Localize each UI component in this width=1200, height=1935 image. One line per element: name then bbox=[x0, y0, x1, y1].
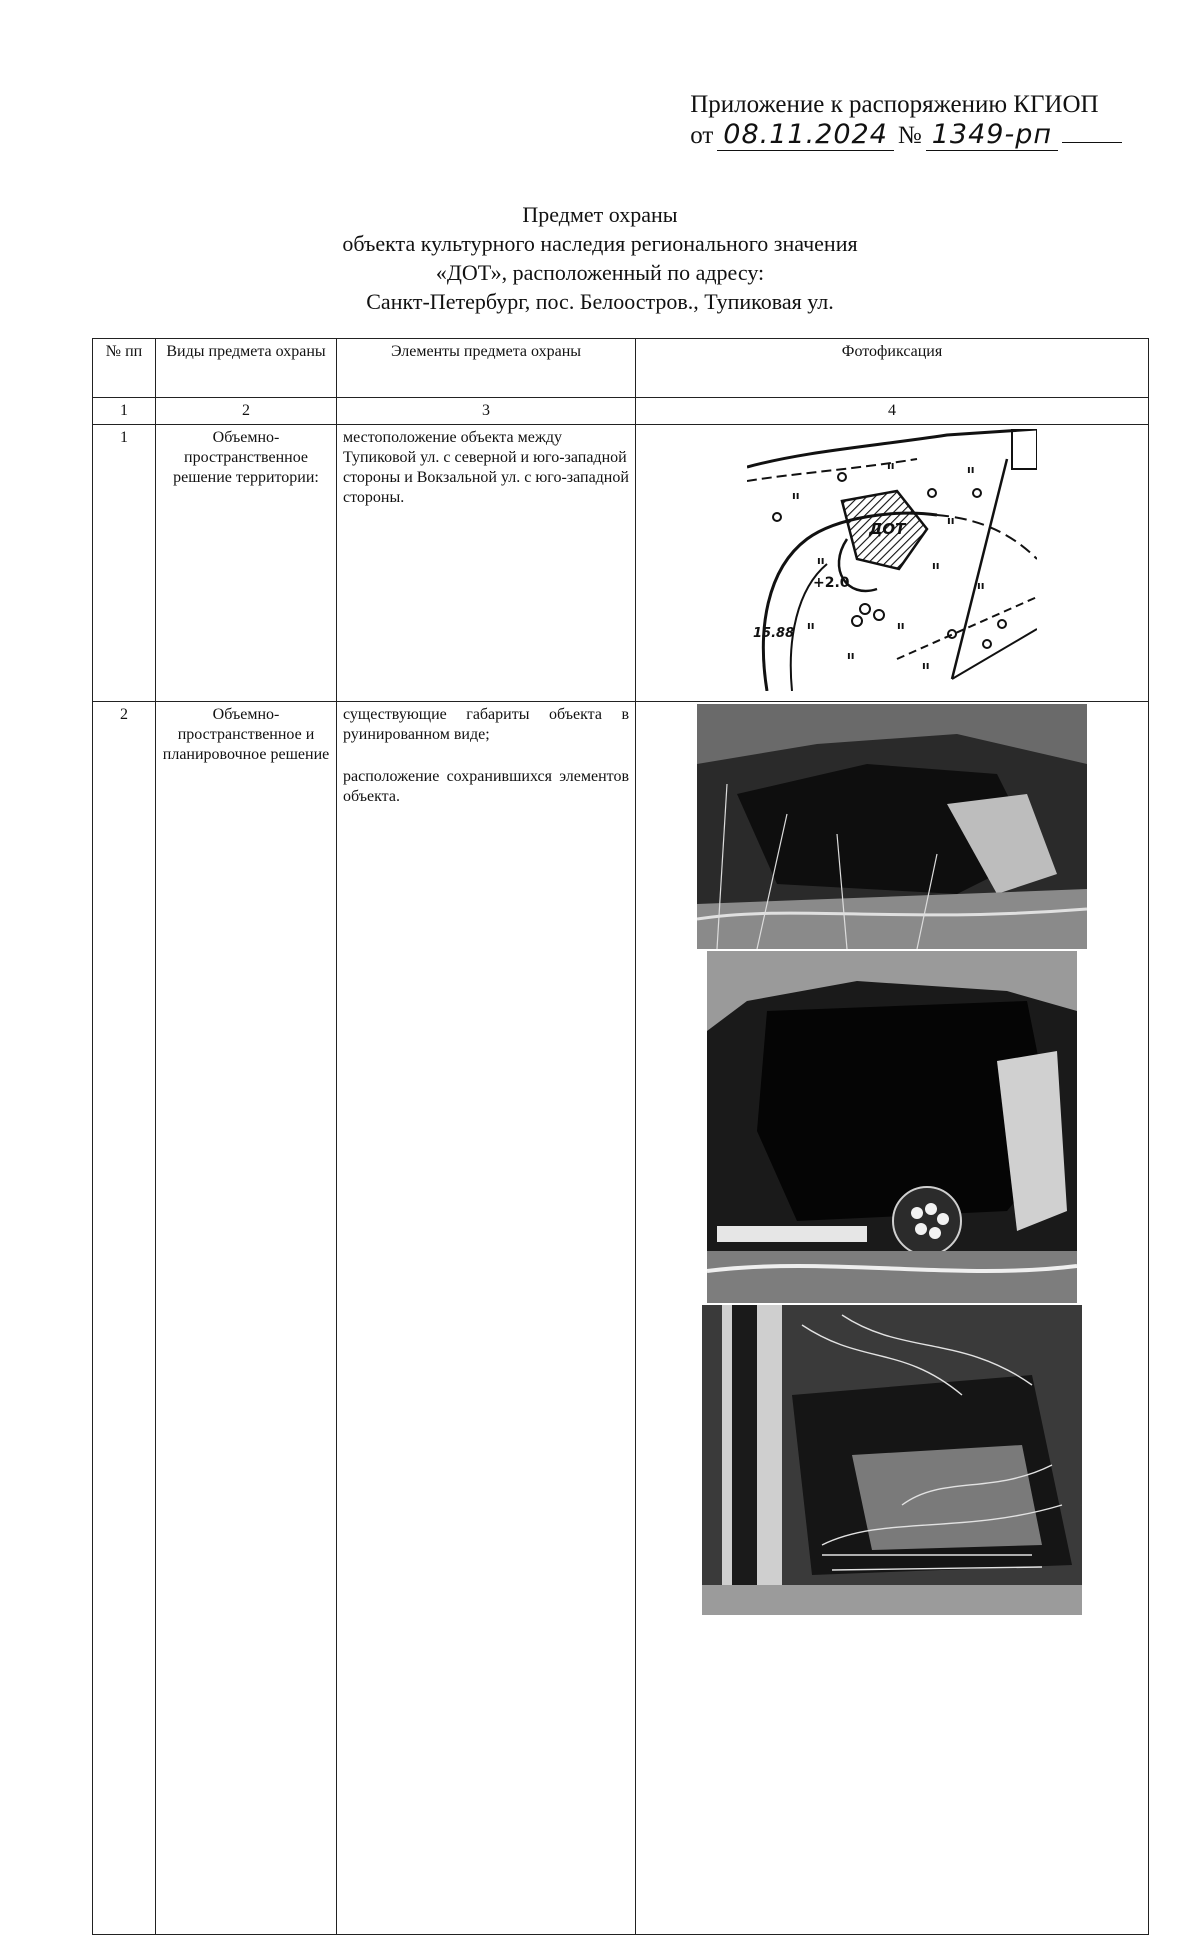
document-title bbox=[0, 200, 1200, 316]
element-item-1: существующие габариты объекта в руинированном виде; bbox=[343, 706, 629, 743]
col-num-2: 2 bbox=[156, 398, 337, 425]
title-line-3: «ДОТ», расположенный по адресу: bbox=[435, 260, 765, 285]
svg-text:ıı: ıı bbox=[947, 514, 955, 527]
title-line-1: Предмет охраны bbox=[522, 202, 678, 227]
appendix-date-number bbox=[690, 120, 1122, 151]
row-number: 1 bbox=[93, 425, 156, 702]
photo-bunker-2 bbox=[707, 951, 1077, 1303]
header-number: № пп bbox=[93, 339, 156, 398]
map-label-height: 15.88 bbox=[753, 626, 795, 641]
element-item-2: расположение сохранившихся элементов объекта. bbox=[343, 768, 629, 805]
header-photo: Фотофиксация bbox=[636, 339, 1149, 398]
table-header-row bbox=[93, 339, 1149, 398]
table-row bbox=[93, 425, 1149, 702]
row-photo-cell bbox=[636, 425, 1149, 702]
row-type: Объемно-пространственное и планировочное решение bbox=[156, 702, 337, 1935]
photo-bunker-1 bbox=[697, 704, 1087, 949]
number-prefix: № bbox=[897, 122, 922, 149]
svg-text:ıı: ıı bbox=[967, 463, 975, 476]
appendix-title: Приложение к распоряжению КГИОП bbox=[690, 91, 1099, 118]
svg-text:ıı: ıı bbox=[977, 579, 985, 592]
svg-text:ıı: ıı bbox=[807, 619, 815, 632]
svg-text:ıı: ıı bbox=[897, 619, 905, 632]
svg-text:ıı: ıı bbox=[847, 649, 855, 662]
header-elements: Элементы предмета охраны bbox=[337, 339, 636, 398]
svg-text:ıı: ıı bbox=[817, 554, 825, 567]
map-label-elevation: +2.0 bbox=[813, 575, 850, 591]
col-num-3: 3 bbox=[337, 398, 636, 425]
svg-text:ıı: ıı bbox=[932, 559, 940, 572]
col-num-4: 4 bbox=[636, 398, 1149, 425]
order-date: 08.11.2024 bbox=[717, 120, 894, 151]
col-num-1: 1 bbox=[93, 398, 156, 425]
title-line-2: объекта культурного наследия регионального значения bbox=[342, 231, 858, 256]
map-label-dot: ДОТ bbox=[869, 520, 906, 538]
row-elements: местоположение объекта между Тупиковой ул. с северной и юго-западной стороны и Вокзальной ул. с юго-западной стороны. bbox=[337, 425, 636, 702]
order-number: 1349-рп bbox=[926, 120, 1058, 151]
protection-subject-table bbox=[92, 338, 1149, 1935]
photo-bunker-3 bbox=[702, 1305, 1082, 1615]
date-prefix: от bbox=[690, 122, 714, 149]
row-elements bbox=[337, 702, 636, 1935]
svg-text:ıı: ıı bbox=[887, 459, 895, 472]
header-type: Виды предмета охраны bbox=[156, 339, 337, 398]
column-number-row bbox=[93, 398, 1149, 425]
row-number: 2 bbox=[93, 702, 156, 1935]
table-row bbox=[93, 702, 1149, 1935]
title-line-4: Санкт-Петербург, пос. Белоостров., Тупиковая ул. bbox=[366, 289, 834, 314]
site-plan-map bbox=[747, 429, 1037, 691]
row-type: Объемно-пространственное решение территории: bbox=[156, 425, 337, 702]
row-photo-cell bbox=[636, 702, 1149, 1935]
svg-text:ıı: ıı bbox=[792, 489, 800, 502]
underline-tail bbox=[1062, 120, 1122, 143]
appendix-header bbox=[690, 90, 1122, 151]
svg-text:ıı: ıı bbox=[922, 659, 930, 672]
